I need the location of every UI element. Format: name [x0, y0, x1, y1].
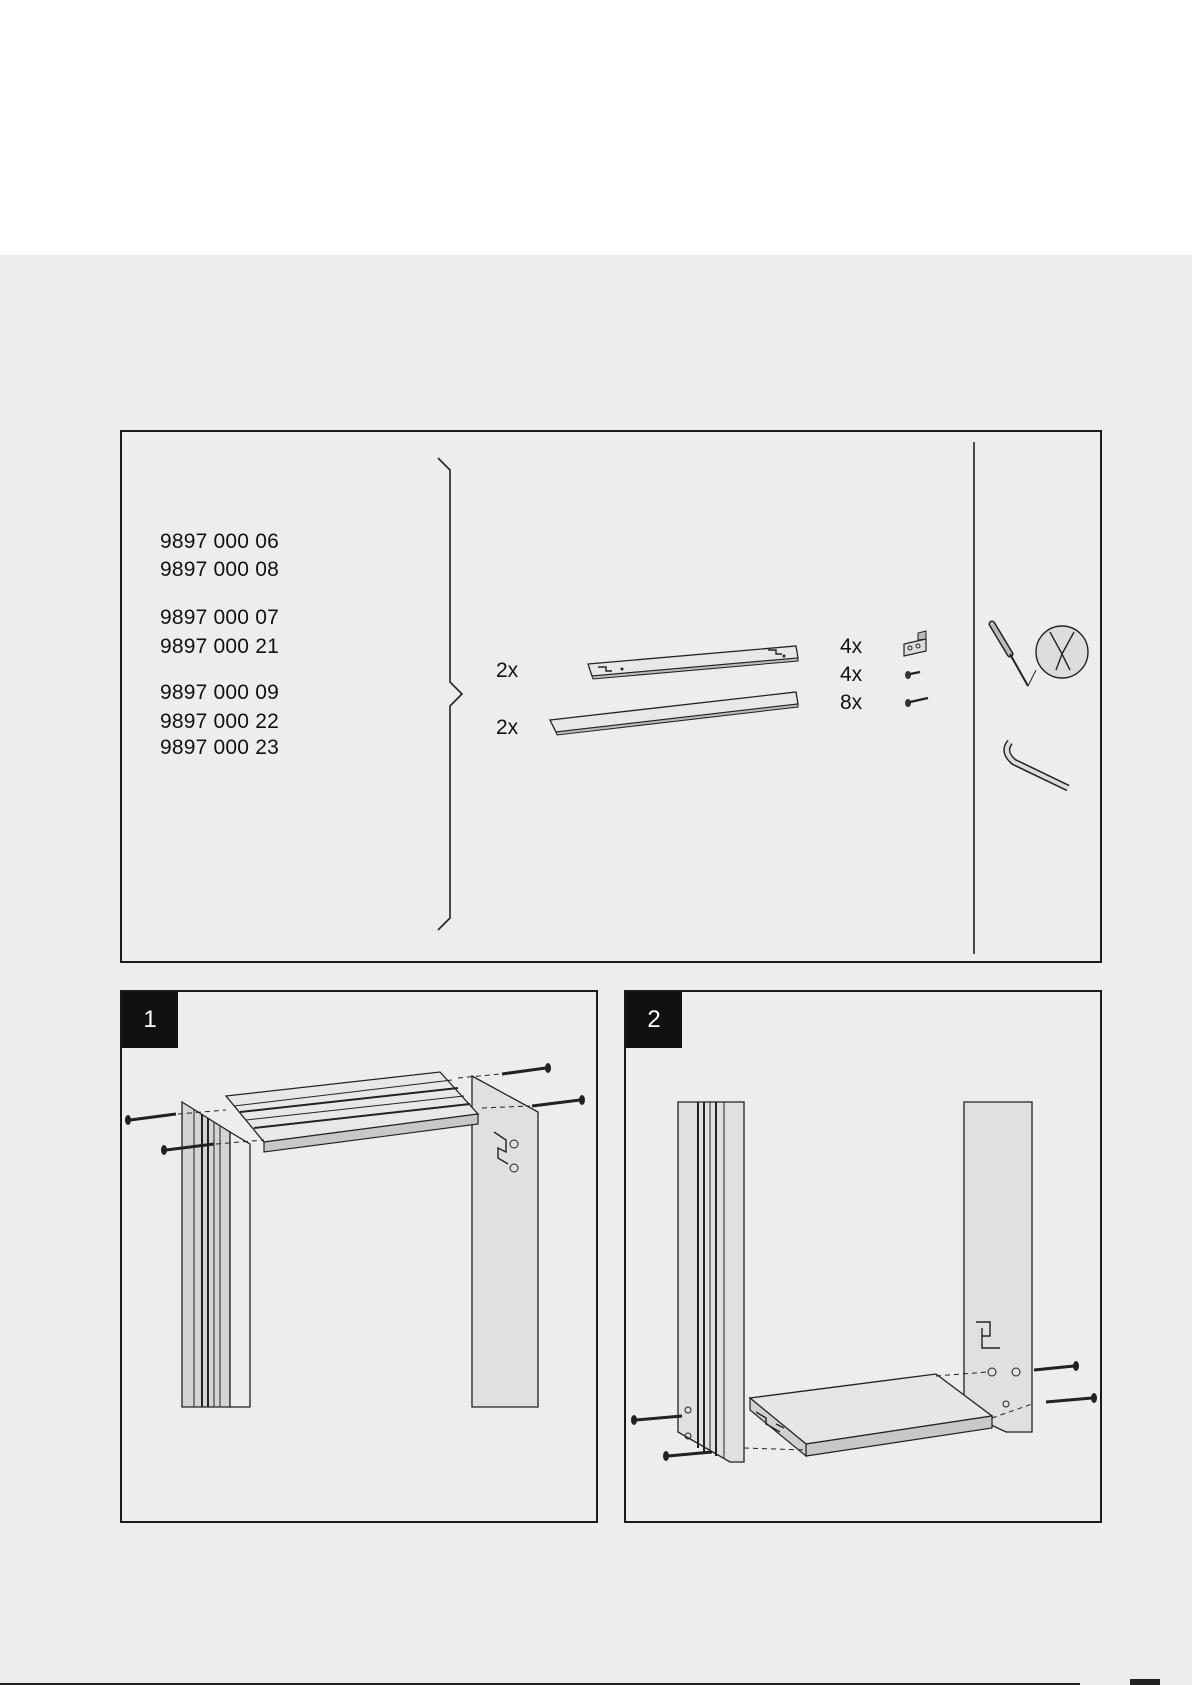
hardware-quantity: 8x — [840, 691, 863, 714]
screw-icon — [532, 1095, 585, 1106]
left-upright-icon — [678, 1102, 744, 1462]
parts-illustration — [122, 432, 1104, 965]
screw-icon — [125, 1114, 176, 1125]
panel-quantity: 2x — [496, 659, 519, 682]
part-number: 9897 000 21 — [160, 635, 279, 658]
side-panel-icon — [588, 646, 798, 679]
shelf-panel-icon — [550, 692, 798, 735]
allen-key-icon — [1007, 742, 1068, 788]
screwdriver-icon — [992, 624, 1088, 686]
page-number-mark — [1130, 1679, 1160, 1685]
step-1-box — [120, 990, 598, 1523]
step-number-badge: 1 — [122, 992, 178, 1048]
part-number: 9897 000 07 — [160, 606, 279, 629]
parts-overview-box — [120, 430, 1102, 963]
step-number-badge: 2 — [626, 992, 682, 1048]
screw-icon — [502, 1063, 551, 1074]
hardware-quantity: 4x — [840, 635, 863, 658]
screw-icon — [631, 1415, 682, 1425]
short-screw-icon — [905, 671, 920, 679]
part-number: 9897 000 08 — [160, 558, 279, 581]
shelf-board-icon — [750, 1374, 992, 1456]
part-number: 9897 000 06 — [160, 530, 279, 553]
step-2-illustration — [626, 992, 1104, 1525]
panel-quantity: 2x — [496, 716, 519, 739]
brace-icon — [438, 458, 462, 930]
step-2-box — [624, 990, 1102, 1523]
part-number: 9897 000 22 — [160, 710, 279, 733]
corner-bracket-icon — [904, 631, 926, 656]
screw-icon — [1034, 1361, 1079, 1371]
step-1-illustration — [122, 992, 600, 1525]
top-margin — [0, 0, 1192, 255]
screw-icon — [1046, 1393, 1097, 1403]
hardware-quantity: 4x — [840, 663, 863, 686]
right-upright-icon — [964, 1102, 1032, 1432]
long-screw-icon — [905, 698, 928, 707]
part-number: 9897 000 09 — [160, 681, 279, 704]
right-upright-icon — [472, 1076, 538, 1407]
screw-icon — [663, 1451, 712, 1461]
part-number: 9897 000 23 — [160, 736, 279, 759]
